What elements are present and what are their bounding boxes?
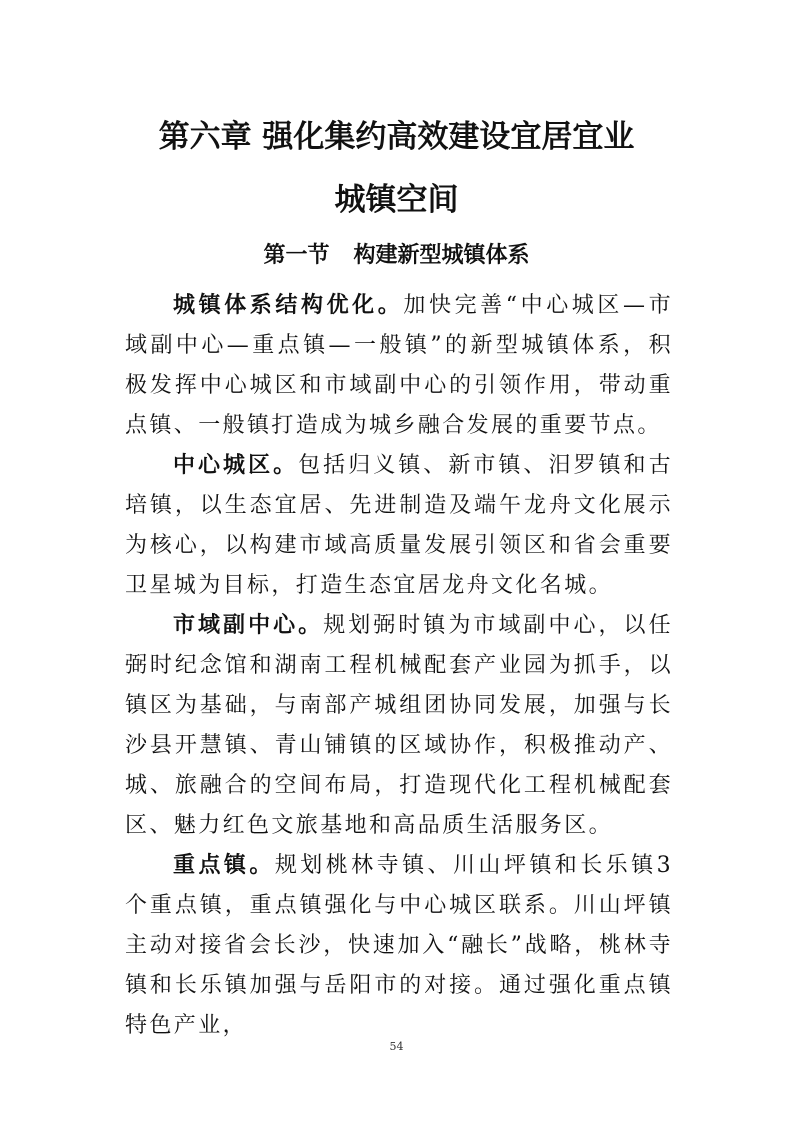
- paragraph-lead: 市域副中心。: [173, 613, 324, 638]
- paragraph-lead: 重点镇。: [173, 853, 275, 878]
- section-title: 构建新型城镇体系: [353, 243, 530, 268]
- section-number: 第一节: [263, 243, 330, 268]
- paragraph-lead: 中心城区。: [173, 453, 299, 478]
- paragraph-text: 规划弼时镇为市域副中心，以任弼时纪念馆和湖南工程机械配套产业园为抓手，以镇区为基础，与南部产城组团协同发展，加强与长沙县开慧镇、青山铺镇的区域协作，积极推动产、城、旅融合的空间布局，打造现代化工程机械配套区、魅力红色文旅基地和高品质生活服务区。: [125, 613, 673, 838]
- paragraph-text: 规划桃林寺镇、川山坪镇和长乐镇3个重点镇，重点镇强化与中心城区联系。川山坪镇主动对接省会长沙，快速加入“融长”战略，桃林寺镇和长乐镇加强与岳阳市的对接。通过强化重点镇特色产业，: [125, 853, 673, 1038]
- chapter-title-line-1: 第六章 强化集约高效建设宜居宜业: [158, 119, 635, 155]
- paragraph-sub-center: [125, 606, 673, 846]
- chapter-title-line-2: 城镇空间: [334, 182, 459, 218]
- paragraph-text: 加快完善“中心城区—市域副中心—重点镇—一般镇”的新型城镇体系，积极发挥中心城区和市域副中心的引领作用，带动重点镇、一般镇打造成为城乡融合发展的重要节点。: [125, 293, 673, 438]
- paragraph-key-towns: [125, 846, 673, 1046]
- paragraph-central-city: [125, 446, 673, 606]
- paragraph-text: 包括归义镇、新市镇、汨罗镇和古培镇，以生态宜居、先进制造及端午龙舟文化展示为核心，以构建市域高质量发展引领区和省会重要卫星城为目标，打造生态宜居龙舟文化名城。: [125, 453, 673, 598]
- section-heading: [0, 240, 793, 272]
- paragraph-lead: 城镇体系结构优化。: [173, 293, 404, 318]
- paragraph-urban-system: [125, 286, 673, 446]
- page-number: 54: [389, 1040, 404, 1053]
- body-text: [125, 286, 673, 1046]
